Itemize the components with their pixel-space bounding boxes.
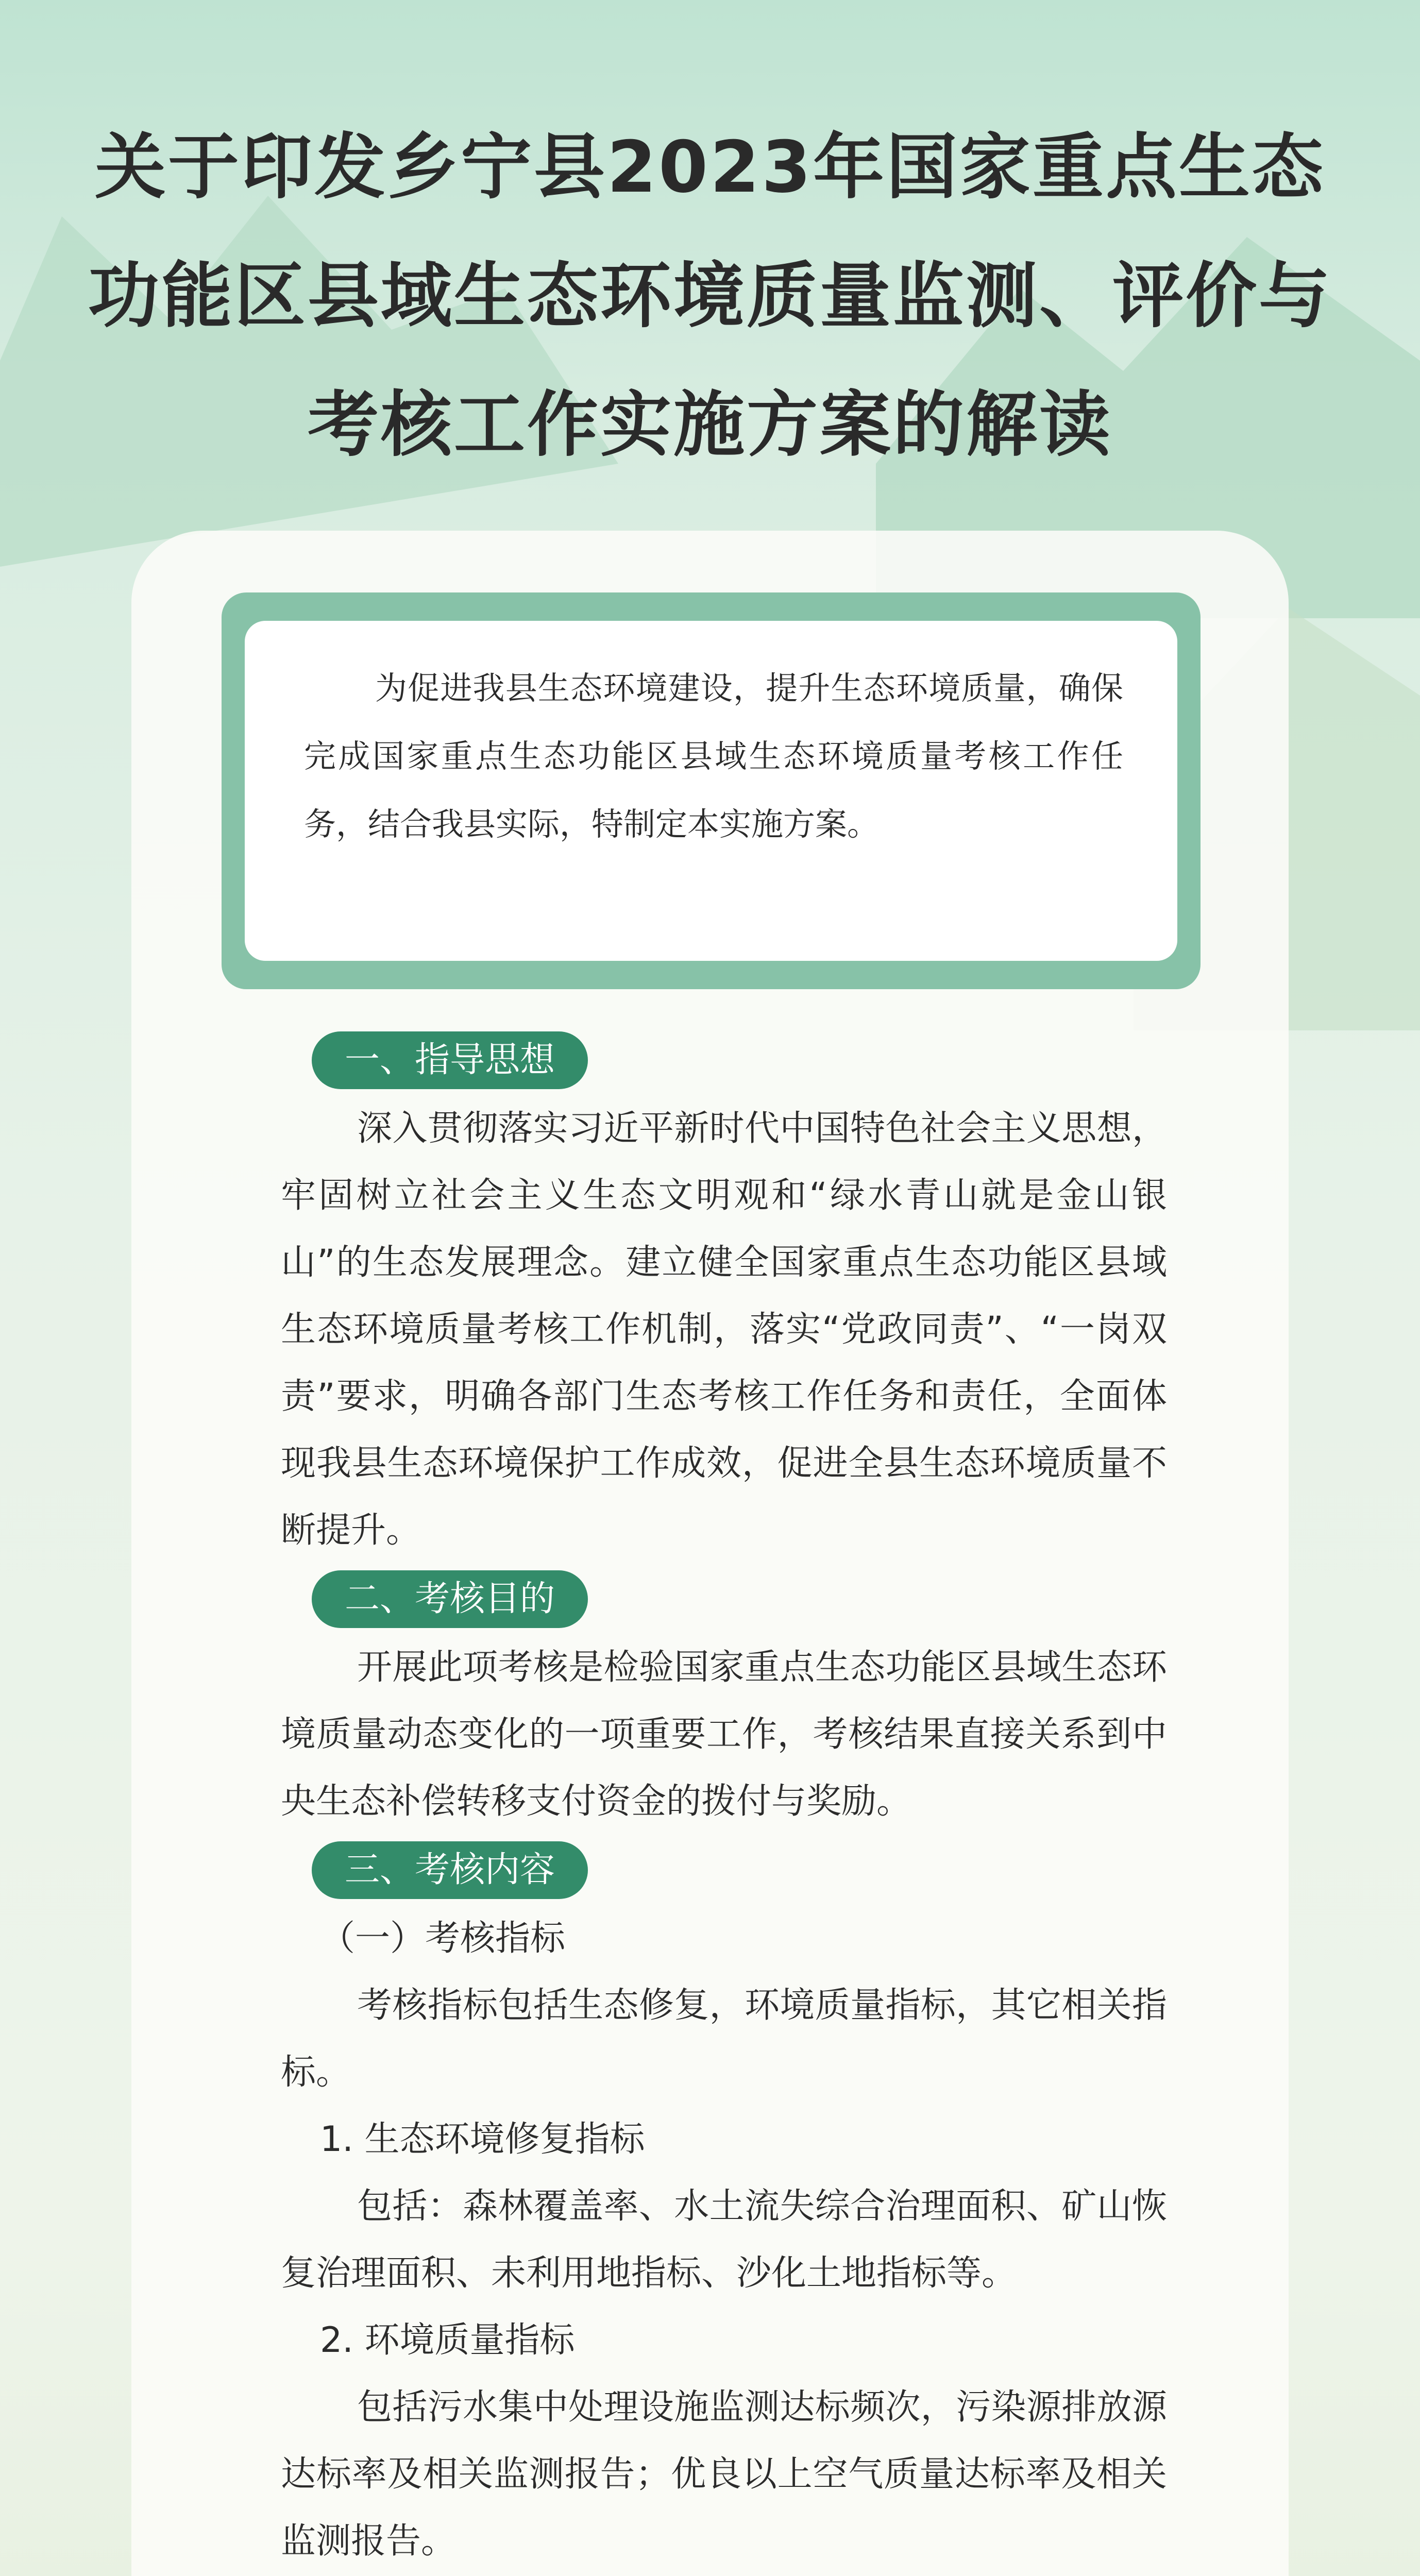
- subheading: 2. 环境质量指标: [320, 2320, 575, 2361]
- section-heading-assessment-purpose: 二、考核目的: [312, 1570, 588, 1628]
- section-heading-assessment-content: 三、考核内容: [312, 1841, 588, 1899]
- body-content: [281, 1025, 1167, 2576]
- title-line-2: 功能区县域生态环境质量监测、评价与: [88, 255, 1332, 337]
- page-title: [77, 103, 1343, 489]
- paragraph: 考核指标包括生态修复，环境质量指标，其它相关指标。: [281, 1985, 1167, 2093]
- subheading: 1. 生态环境修复指标: [320, 2119, 645, 2160]
- paragraph: 包括：森林覆盖率、水土流失综合治理面积、矿山恢复治理面积、未利用地指标、沙化土地指标等。: [281, 2186, 1167, 2294]
- paragraph: 深入贯彻落实习近平新时代中国特色社会主义思想，牢固树立社会主义生态文明观和“绿水青山就是金山银山”的生态发展理念。建立健全国家重点生态功能区县域生态环境质量考核工作机制，落实“党政同责”、“一岗双责”要求，明确各部门生态考核工作任务和责任，全面体现我县生态环境保护工作成效，促进全县生态环境质量不断提升。: [281, 1108, 1167, 1551]
- intro-text: 为促进我县生态环境建设，提升生态环境质量，确保完成国家重点生态功能区县域生态环境质量考核工作任务，结合我县实际，特制定本实施方案。: [304, 669, 1123, 843]
- paragraph: 包括污水集中处理设施监测达标频次，污染源排放源达标率及相关监测报告；优良以上空气质量达标率及相关监测报告。: [281, 2387, 1167, 2562]
- paragraph: 开展此项考核是检验国家重点生态功能区县域生态环境质量动态变化的一项重要工作，考核结果直接关系到中央生态补偿转移支付资金的拨付与奖励。: [281, 1647, 1167, 1822]
- section-heading-guiding-ideology: 一、指导思想: [312, 1031, 588, 1089]
- title-line-1: 关于印发乡宁县2023年国家重点生态: [94, 126, 1326, 209]
- subheading: （一）考核指标: [320, 1918, 566, 1959]
- title-line-3: 考核工作实施方案的解读: [307, 383, 1112, 466]
